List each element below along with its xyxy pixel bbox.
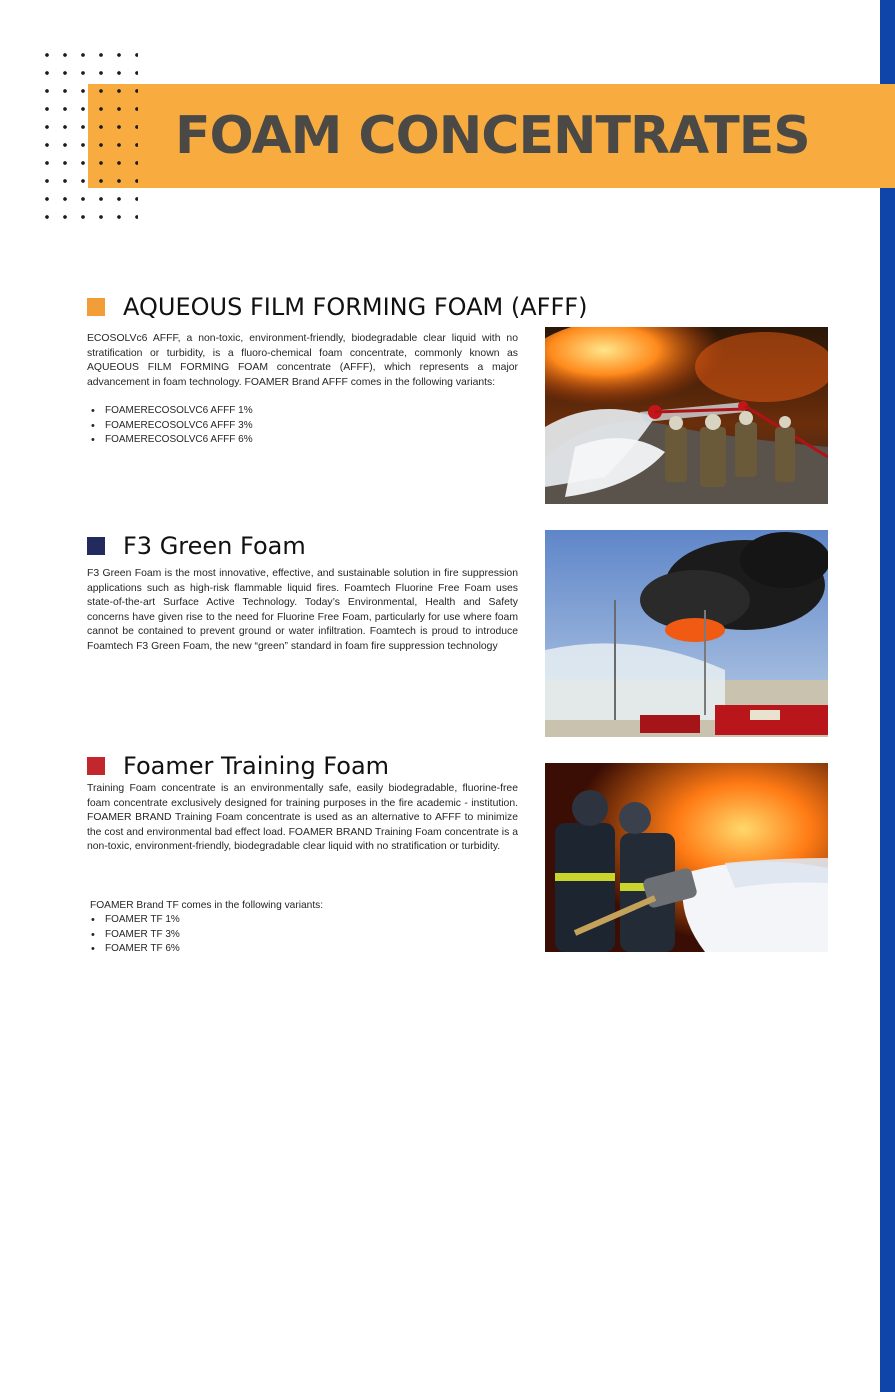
variants-intro: FOAMER Brand TF comes in the following variants: [90, 900, 324, 911]
section-body: F3 Green Foam is the most innovative, effective, and sustainable solution in fire suppression applications such as high-risk flammable liquid fires. Foamtech Fluorine Free Foam uses state-of-the-art Surface Active Technology. Today’s Environmental, Health and Safety concerns have given rise to the need for Fluorine Free Foam, particularly for use where foam cannot be contained to prevent ground or water infiltration. Foamtech is proud to introduce Foamtech F3 Green Foam, the new “green” standard in foam fire suppression technology [87, 568, 518, 652]
variant-list [87, 404, 253, 448]
section-body: ECOSOLVc6 AFFF, a non-toxic, environment-friendly, biodegradable clear liquid with no stratification or turbidity, is a fluoro-chemical foam concentrate, commonly known as AQUEOUS FILM FORMING FOAM concentrate (AFFF), which represents a major advancement in foam technology. FOAMER Brand AFFF comes in the following variants: [87, 333, 518, 388]
side-accent-bar [880, 0, 895, 1392]
industrial-fire-trucks-photo [545, 530, 828, 737]
orange-square-bullet-icon [87, 298, 105, 316]
dot-grid-decoration [38, 46, 138, 224]
firefighters-spraying-foam-photo [545, 327, 828, 504]
section-body: Training Foam concentrate is an environmentally safe, easily biodegradable, fluorine-free foam concentrate exclusively designed for training purposes in the fire academic - institution. FOAMER BRAND Training Foam concentrate is used as an alternative to AFFF to minimize the cost and environmental bad effect load. FOAMER BRAND Training Foam concentrate is a non-toxic, environment-friendly, biodegradable clear liquid with no stratification or turbidity. [87, 783, 518, 853]
list-item: • FOAMERECOSOLVC6 AFFF 6% [87, 433, 253, 448]
list-item: • FOAMERECOSOLVC6 AFFF 1% [87, 404, 253, 419]
section-title: Foamer Training Foam [123, 752, 390, 780]
red-square-bullet-icon [87, 757, 105, 775]
list-item: • FOAMERECOSOLVC6 AFFF 3% [87, 419, 253, 434]
page-title: FOAM CONCENTRATES [175, 106, 810, 166]
navy-square-bullet-icon [87, 537, 105, 555]
section-title: F3 Green Foam [123, 532, 306, 560]
list-item: • FOAMER TF 1% [87, 913, 180, 928]
firefighters-with-nozzle-photo [545, 763, 828, 952]
section-heading [87, 292, 828, 322]
list-item: • FOAMER TF 3% [87, 928, 180, 943]
variant-list [87, 913, 180, 957]
list-item: • FOAMER TF 6% [87, 942, 180, 957]
section-title: AQUEOUS FILM FORMING FOAM (AFFF) [123, 293, 588, 321]
